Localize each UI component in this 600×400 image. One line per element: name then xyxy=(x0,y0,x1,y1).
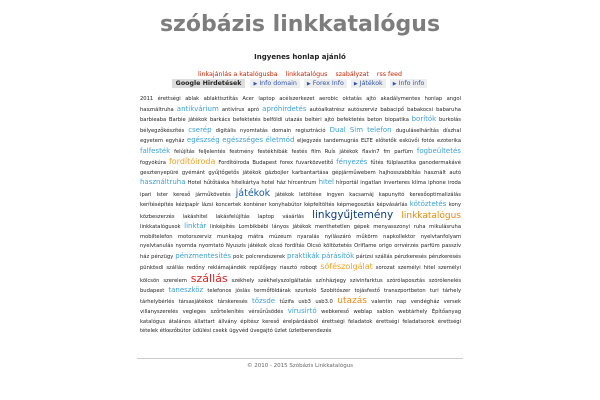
tag-cloud-link[interactable]: turi xyxy=(429,288,439,294)
tag-cloud-link[interactable]: Ruís xyxy=(324,148,336,155)
tag-cloud-link[interactable]: Szobitószer xyxy=(320,288,351,294)
nav-link-rules[interactable]: szabályzat xyxy=(335,71,369,78)
tag-cloud-link[interactable]: hűtőtáska xyxy=(203,180,230,186)
tag-cloud-link[interactable]: riasztó xyxy=(279,265,298,271)
tag-cloud-link[interactable]: hitel xyxy=(423,265,436,271)
tag-cloud-link[interactable]: feladatsorok xyxy=(402,318,435,325)
tag-cloud-link[interactable]: Barbie xyxy=(168,117,186,123)
tag-cloud-link[interactable]: nyomtatás xyxy=(240,127,268,134)
tag-cloud-link[interactable]: befektetés xyxy=(232,117,261,123)
tag-cloud-link[interactable]: nyomtató xyxy=(198,243,224,249)
ad-link-info-domain[interactable] xyxy=(250,79,299,88)
tag-cloud-link[interactable]: gesztenyepüré xyxy=(140,169,179,176)
tag-cloud-link[interactable]: hajhosszabbítás xyxy=(379,169,421,176)
tag-cloud-link[interactable]: angol xyxy=(446,96,461,102)
tag-cloud-link[interactable]: apró xyxy=(247,106,260,113)
tag-cloud-link[interactable]: keresőoptimalizálás xyxy=(409,191,461,198)
tag-cloud-link[interactable]: Nyuszis xyxy=(226,243,246,249)
tag-cloud-link[interactable]: 2011 xyxy=(140,96,154,102)
tag-cloud-link[interactable]: acélszerkezet xyxy=(279,96,315,102)
tag-cloud-link[interactable]: transzportbeton xyxy=(384,288,426,294)
tag-cloud-link[interactable]: Hotel xyxy=(187,180,202,186)
tag-cloud-link[interactable]: laptop xyxy=(257,213,275,220)
tag-cloud-link[interactable]: csekk xyxy=(212,328,228,334)
tag-cloud-link[interactable]: befektetés xyxy=(336,117,365,123)
tag-cloud-link[interactable]: ház xyxy=(276,180,286,186)
tag-cloud-link[interactable]: egyház xyxy=(165,138,185,144)
tag-cloud-link[interactable]: játékok xyxy=(235,187,271,199)
tag-cloud-link[interactable]: konyhabútor xyxy=(269,202,302,208)
tag-cloud-link[interactable]: mikulásruha xyxy=(429,224,462,230)
tag-cloud-link[interactable]: reklámajándék xyxy=(207,265,247,271)
ad-bar-label: Google Hirdetések xyxy=(172,79,246,88)
tag-cloud-link[interactable]: kölcsön xyxy=(140,277,160,284)
tag-cloud-link[interactable]: duguláselhárítás xyxy=(395,127,439,134)
tag-cloud-link[interactable]: párásítók xyxy=(321,251,355,260)
tag-cloud-link[interactable]: gépek xyxy=(353,224,370,230)
tag-cloud-link[interactable]: fordítás xyxy=(284,243,305,249)
tag-cloud-link[interactable]: Oriflame xyxy=(354,243,377,249)
play-arrow-icon: ▶ xyxy=(253,81,258,87)
tag-cloud-link[interactable]: valentin xyxy=(371,298,393,305)
tag-cloud-link[interactable]: játékok xyxy=(339,148,359,155)
tag-cloud-link[interactable]: nap xyxy=(396,298,407,305)
tag-cloud-link[interactable]: gépjárműwebem xyxy=(331,169,376,176)
tag-cloud-link[interactable]: üdülési xyxy=(192,328,212,334)
tag-cloud-link[interactable]: flavin7 xyxy=(362,148,380,155)
tag-cloud-link[interactable]: akadálymentes xyxy=(380,96,421,102)
tag-cloud-link[interactable]: nyelvtanfolyam xyxy=(420,233,462,240)
tag-cloud-link[interactable]: webkereső xyxy=(321,309,349,315)
tag-cloud-link[interactable]: tűzifa xyxy=(279,298,294,305)
tag-cloud-link[interactable]: Dual xyxy=(329,125,346,134)
tag-cloud-link[interactable]: bélyegzőkészítés xyxy=(140,127,185,134)
tag-cloud-link[interactable]: képmegosztás xyxy=(336,202,375,208)
tag-cloud-link[interactable]: webtárhely xyxy=(398,309,428,315)
tag-cloud-link[interactable]: szőrtelenítés xyxy=(210,309,244,315)
tag-cloud-link[interactable]: érettségi xyxy=(157,96,181,102)
ad-link-label: Forex Info xyxy=(312,80,344,87)
tag-cloud-link[interactable]: fényezés xyxy=(336,158,368,166)
tag-cloud-link[interactable]: tőzsde xyxy=(251,296,276,305)
tag-cloud-link[interactable]: hírcentrum xyxy=(287,180,317,186)
tag-cloud-link[interactable]: iroda xyxy=(447,180,461,186)
tag-cloud-link[interactable]: szállás xyxy=(375,253,393,260)
tag-cloud-link[interactable]: usb3 xyxy=(298,298,311,305)
tag-cloud-link[interactable]: konténer xyxy=(243,202,267,208)
tag-cloud-link[interactable]: beltéri xyxy=(304,117,322,123)
tag-cloud-link[interactable]: fm xyxy=(383,148,391,155)
tag-cloud-link[interactable]: esküvői xyxy=(399,138,419,144)
tag-cloud-link[interactable]: olcsó xyxy=(269,243,283,249)
tag-cloud-link[interactable]: játékok xyxy=(242,169,262,176)
tag-cloud-link[interactable]: vásárlás xyxy=(282,213,304,220)
tag-cloud-link[interactable]: utazás xyxy=(285,117,303,123)
tag-cloud-link[interactable]: ingyen xyxy=(326,191,345,198)
tag-cloud-link[interactable]: nyílászáró xyxy=(324,233,351,240)
tag-cloud-link[interactable]: telefonos xyxy=(207,288,232,294)
tag-cloud-link[interactable]: hotel xyxy=(261,180,275,186)
tag-cloud-link[interactable]: utazás xyxy=(337,295,367,306)
tag-cloud-link[interactable]: kereső xyxy=(262,318,280,325)
tag-cloud-link[interactable]: termőföldárak xyxy=(254,288,291,294)
tag-cloud-link[interactable]: Sim xyxy=(349,125,364,134)
ad-link-jatekok[interactable] xyxy=(351,79,386,88)
tag-cloud-link[interactable]: használtruha xyxy=(140,178,186,186)
tag-cloud-link[interactable]: érettségi xyxy=(437,318,462,325)
tag-cloud-link[interactable]: ablaktisztítás xyxy=(203,96,238,102)
tag-cloud-link[interactable]: borítók xyxy=(411,115,437,123)
tag-cloud-link[interactable]: menthetetlen xyxy=(314,224,351,230)
tag-cloud-link[interactable]: szállás xyxy=(190,271,228,285)
tag-cloud-link[interactable]: társasjátékok xyxy=(178,298,214,305)
tag-cloud-link[interactable]: állattart xyxy=(194,318,215,325)
tag-cloud-link[interactable]: festékhibák xyxy=(257,148,288,155)
tag-cloud-link[interactable]: tárhelybérlés xyxy=(140,298,175,305)
tag-cloud-link[interactable]: iphone xyxy=(428,180,446,186)
play-arrow-icon: ▶ xyxy=(306,81,311,87)
tag-cloud-link[interactable]: linkgyűjtemény xyxy=(312,208,394,221)
tag-cloud-link[interactable]: aerobic xyxy=(318,96,339,102)
tag-cloud-link[interactable]: menyasszonyi xyxy=(373,224,411,230)
tag-cloud-link[interactable]: műkörm xyxy=(356,233,378,240)
nav-link-rss[interactable]: rss feed xyxy=(376,71,402,78)
tag-cloud-link[interactable]: falfesték xyxy=(140,146,171,155)
footer-divider xyxy=(137,358,463,359)
tag-cloud-link[interactable]: üzlet xyxy=(274,328,288,334)
tag-cloud-link[interactable]: mátra xyxy=(248,233,264,240)
tag-cloud-link[interactable]: linkkatalógusok xyxy=(140,224,181,230)
tag-cloud-link[interactable]: székhelyszolgáltatás xyxy=(258,277,312,284)
tag-cloud-link[interactable]: film xyxy=(311,148,321,155)
tag-cloud-link[interactable]: gyűjtőgetős xyxy=(208,169,240,176)
tag-cloud-link[interactable]: autóalkatrész xyxy=(309,106,345,113)
tag-cloud-link[interactable]: Lombikbébi xyxy=(238,224,269,230)
tag-cloud-link[interactable]: usb3.0 xyxy=(315,298,333,305)
tag-cloud-link[interactable]: kerítésépítés xyxy=(140,202,174,208)
tag-cloud-link[interactable]: üzletberendezés xyxy=(288,328,332,334)
tag-cloud-link[interactable]: villanyszerelés xyxy=(140,309,179,315)
tag-cloud-link[interactable]: gázbojler xyxy=(264,169,289,176)
tag-cloud-link[interactable]: mobiltelefon xyxy=(140,233,173,240)
ad-link-label: Játékok xyxy=(359,80,383,87)
tag-cloud-link[interactable]: fűtés xyxy=(370,160,384,166)
tag-cloud-link[interactable]: fuvarközvetítő xyxy=(296,160,334,166)
tag-cloud-link[interactable]: pénzügy xyxy=(151,253,174,260)
tag-cloud-link[interactable]: taneszköz xyxy=(168,286,204,294)
tag-cloud-link[interactable]: pénzkeresés xyxy=(428,253,461,260)
tag-cloud-link[interactable]: versek xyxy=(443,298,461,305)
tag-cloud-link[interactable]: antivírus xyxy=(221,106,245,113)
tag-cloud-link[interactable]: egészséges xyxy=(222,136,263,144)
site-title: szóbázis linkkatalógus xyxy=(159,12,441,37)
tag-cloud-link[interactable]: sorozat xyxy=(375,265,395,271)
tag-cloud-link[interactable]: kony xyxy=(448,202,462,208)
tag-cloud-link[interactable]: barbieaba xyxy=(140,117,167,123)
tag-cloud-link[interactable]: kapunyitó xyxy=(378,191,405,198)
tag-cloud-link[interactable]: költöztetés xyxy=(323,243,352,249)
tag-cloud xyxy=(140,95,461,337)
tag-cloud-link[interactable]: vírusirtó xyxy=(287,307,317,315)
tag-cloud-link[interactable]: autó xyxy=(449,169,462,176)
tag-cloud-link[interactable]: weblap xyxy=(353,309,373,315)
tag-cloud-link[interactable]: vegleges xyxy=(182,309,206,315)
tag-cloud-link[interactable]: használt xyxy=(424,169,446,176)
tag-cloud-link[interactable]: orrvérzés xyxy=(394,243,419,249)
tag-cloud-link[interactable]: cserép xyxy=(188,125,212,134)
tag-cloud-link[interactable]: apróhirdetés xyxy=(262,104,307,113)
ad-link-label: Info info xyxy=(398,80,425,87)
tag-cloud-link[interactable]: ingatlan xyxy=(360,180,382,186)
tag-cloud-link[interactable]: regisztráció xyxy=(295,127,326,134)
tag-cloud-link[interactable]: karbantartása xyxy=(292,169,329,176)
tag-cloud-link[interactable]: Fordítóiroda xyxy=(218,160,250,166)
tag-cloud-link[interactable]: kereső xyxy=(173,191,191,198)
tag-cloud-link[interactable]: babacipő xyxy=(380,106,405,113)
tag-cloud-link[interactable]: klíma xyxy=(411,180,426,186)
tag-cloud-link[interactable]: sablon xyxy=(376,309,394,315)
tag-cloud-link[interactable]: vendégház xyxy=(410,298,440,305)
tag-cloud-link[interactable]: szállás xyxy=(166,265,184,271)
tag-cloud-link[interactable]: Budapest xyxy=(252,160,277,166)
tag-cloud-link[interactable]: inverteres xyxy=(383,180,410,186)
tag-cloud-link[interactable]: domain xyxy=(271,127,292,134)
tag-cloud-link[interactable]: szórólaposztás xyxy=(386,277,425,284)
tag-cloud-link[interactable]: linkkatalógus xyxy=(401,210,462,221)
tag-cloud-link[interactable]: beton xyxy=(367,117,383,123)
tag-cloud-link[interactable]: laptop xyxy=(258,96,275,102)
tag-cloud-link[interactable]: fogbeültetés xyxy=(416,146,461,155)
tag-cloud-link[interactable]: ablak xyxy=(185,96,200,102)
tag-cloud-link[interactable]: oktatás xyxy=(342,96,362,102)
tag-cloud-link[interactable]: társkeresés xyxy=(217,298,248,305)
tag-cloud-link[interactable]: praktikák xyxy=(287,251,320,260)
nav-link-submit[interactable]: linkajánlás a katalógusba xyxy=(197,71,278,78)
tag-cloud-link[interactable]: nyaralás xyxy=(297,233,320,240)
tag-cloud-link[interactable]: linktár xyxy=(184,222,207,230)
tag-cloud-link[interactable]: előtetők xyxy=(375,138,397,144)
tag-cloud-link[interactable]: honlap xyxy=(424,96,443,102)
tag-cloud-link[interactable]: tételek xyxy=(140,328,159,334)
tag-cloud-link[interactable]: játékok xyxy=(188,117,208,123)
tag-cloud-link[interactable]: biopatika xyxy=(384,117,409,123)
tag-cloud-link[interactable]: pénzmentesítés xyxy=(175,251,232,260)
tag-cloud-link[interactable]: forex xyxy=(279,160,294,166)
tag-cloud-link[interactable]: pünkösdi xyxy=(140,265,164,271)
tag-cloud-link[interactable]: személyi xyxy=(397,265,421,271)
tag-cloud-link[interactable]: kötöztetés xyxy=(409,200,447,208)
tag-cloud-link[interactable]: tojásfestő xyxy=(354,288,380,294)
tag-cloud-link[interactable]: díszhal xyxy=(442,127,461,134)
tag-cloud-link[interactable]: fordítóiroda xyxy=(168,157,216,166)
tag-cloud-link[interactable]: napkollektor xyxy=(383,233,416,240)
tag-cloud-link[interactable]: képfeltöltés xyxy=(304,202,335,208)
tag-cloud-link[interactable]: belföldi xyxy=(263,117,283,123)
tag-cloud-link[interactable]: szerelem xyxy=(163,277,187,284)
tag-cloud-link[interactable]: tandemugrás xyxy=(323,138,359,144)
tag-cloud-link[interactable]: ezoterika xyxy=(437,138,462,144)
tag-cloud-link[interactable]: barkács xyxy=(209,117,231,123)
tag-cloud-link[interactable]: nyomda xyxy=(175,243,197,249)
tag-cloud-link[interactable]: koncertek xyxy=(215,202,242,208)
tag-cloud-link[interactable]: Olcsó xyxy=(306,243,322,249)
tag-cloud-link[interactable]: vérsűrűsödés xyxy=(248,309,284,315)
tag-cloud-link[interactable]: eljegyzés xyxy=(296,138,322,144)
tag-cloud-link[interactable]: felújítás xyxy=(174,148,195,155)
tag-cloud-link[interactable]: lázsi xyxy=(201,202,214,208)
ad-link-forex-info[interactable] xyxy=(304,79,347,88)
tag-cloud-link[interactable]: közbeszerzés xyxy=(140,213,175,220)
tag-cloud-link[interactable]: építész xyxy=(240,318,259,325)
tag-cloud-link[interactable]: jóslás xyxy=(235,288,251,294)
tag-cloud-link[interactable]: polc xyxy=(232,253,244,260)
tag-cloud-link[interactable]: babakocsi xyxy=(407,106,434,113)
tag-cloud-link[interactable]: autószerviz xyxy=(347,106,378,113)
nav-link-catalog[interactable]: linkkatalógus xyxy=(285,71,328,78)
tag-cloud-link[interactable]: személyi xyxy=(438,265,461,271)
tag-cloud-link[interactable]: Acer xyxy=(242,96,255,102)
tag-cloud-link[interactable]: burkolás xyxy=(438,117,461,123)
tag-cloud-link[interactable]: játékok xyxy=(292,224,312,230)
footer-copyright: © 2010 - 2015 Szóbázis Linkkatalógus xyxy=(246,363,354,369)
tag-cloud-link[interactable]: lakáshitel xyxy=(182,213,208,220)
tag-cloud-link[interactable]: szurkoló xyxy=(294,288,317,294)
tag-cloud-link[interactable]: szivinfarktus xyxy=(349,277,383,284)
tag-cloud-link[interactable]: hitel xyxy=(318,178,334,186)
tag-cloud-link[interactable]: lakásfelújítás xyxy=(215,213,250,220)
tag-cloud-link[interactable]: múzeum xyxy=(269,233,292,240)
tag-cloud-link[interactable]: parfüm xyxy=(420,243,440,249)
tag-cloud-link[interactable]: lányos xyxy=(272,224,289,230)
tag-cloud-link[interactable]: digitális xyxy=(215,127,236,134)
tag-cloud-link[interactable]: egyetem xyxy=(140,138,164,144)
tag-cloud-link[interactable]: ipari xyxy=(140,191,152,198)
tag-cloud-link[interactable]: ügyvéd xyxy=(229,328,249,334)
tag-cloud-link[interactable]: étkezőbútor xyxy=(159,328,191,334)
tag-cloud-link[interactable]: Építőanyag xyxy=(431,309,462,315)
tag-cloud-link[interactable]: használtruha xyxy=(140,106,174,113)
tag-cloud-link[interactable]: festés xyxy=(291,148,308,155)
tag-cloud-link[interactable]: sófészolgálat xyxy=(320,262,373,271)
tag-cloud-link[interactable]: gyémánt xyxy=(181,169,205,176)
tag-cloud-link[interactable]: képvásárlás xyxy=(376,202,408,208)
site-subtitle: Ingyenes honlap ajánló xyxy=(254,53,346,61)
tag-cloud-link[interactable]: egészség xyxy=(186,136,220,144)
tag-cloud-link[interactable]: érelpárdásból xyxy=(282,318,319,325)
tag-cloud-link[interactable]: székhely xyxy=(231,277,255,284)
tag-cloud-link[interactable]: telefon xyxy=(367,125,392,134)
tag-cloud-link[interactable]: tárhely xyxy=(442,288,462,294)
tag-cloud-link[interactable]: feljelentés xyxy=(198,148,226,155)
tag-cloud-link[interactable]: motorszerviz xyxy=(177,233,212,240)
tag-cloud-link[interactable]: kacsamáj xyxy=(349,191,374,198)
tag-cloud-link[interactable]: passzív xyxy=(441,243,462,249)
tag-cloud-link[interactable]: szórólenelés xyxy=(428,277,462,284)
tag-cloud-link[interactable]: feladatok xyxy=(348,318,373,325)
tag-cloud-link[interactable]: érettségi xyxy=(321,318,345,325)
tag-cloud-link[interactable]: polcrendszerek xyxy=(245,253,286,260)
tag-cloud-link[interactable]: játékok xyxy=(275,191,295,198)
ad-link-label: Info domain xyxy=(259,80,297,87)
tag-cloud-link[interactable]: fülplasztika xyxy=(386,160,416,166)
tag-cloud-link[interactable]: ganodermakávé xyxy=(418,160,461,166)
tag-cloud-link[interactable]: letöltése xyxy=(299,191,322,198)
tag-cloud-link[interactable]: festmény xyxy=(229,148,254,155)
tag-cloud-link[interactable]: járműkövetés xyxy=(195,191,231,198)
tag-cloud-link[interactable]: redőny xyxy=(186,265,205,271)
tag-cloud-link[interactable]: origo xyxy=(378,243,392,249)
ad-link-info-info[interactable] xyxy=(390,79,428,88)
top-nav xyxy=(0,71,600,78)
tag-cloud-link[interactable]: katalógus xyxy=(140,318,166,325)
tag-cloud-link[interactable]: budapest xyxy=(140,288,165,294)
tag-cloud-link[interactable]: kézipapír xyxy=(175,202,200,208)
ad-bar xyxy=(0,79,600,88)
tag-cloud-link[interactable]: linképítés xyxy=(210,224,235,230)
tag-cloud-link[interactable]: pénzkeresés xyxy=(394,253,427,260)
tag-cloud-link[interactable]: életmód xyxy=(265,136,295,144)
tag-cloud-link[interactable]: munkajog xyxy=(216,233,243,240)
tag-cloud-link[interactable]: Ister xyxy=(156,191,169,198)
tag-cloud-link[interactable]: érettségi xyxy=(375,318,399,325)
tag-cloud-link[interactable]: repülőjegy xyxy=(249,265,277,271)
tag-cloud-link[interactable]: állvány xyxy=(218,318,237,325)
tag-cloud-link[interactable]: parfüm xyxy=(394,148,413,155)
tag-cloud-link[interactable]: hírportál xyxy=(336,180,359,186)
tag-cloud-link[interactable]: ajtó xyxy=(324,117,335,123)
tag-cloud-link[interactable]: játékok xyxy=(248,243,267,249)
tag-cloud-link[interactable]: hitelkártya xyxy=(231,180,260,186)
tag-cloud-link[interactable]: roboqt xyxy=(300,265,318,271)
tag-cloud-link[interactable]: ajtó xyxy=(366,96,377,102)
play-arrow-icon: ▶ xyxy=(353,81,358,87)
tag-cloud-link[interactable]: fogyókúra xyxy=(140,160,166,166)
tag-cloud-link[interactable]: antikvárium xyxy=(176,104,219,113)
tag-cloud-link[interactable]: ruha xyxy=(413,224,426,230)
tag-cloud-link[interactable]: ELTE xyxy=(360,138,373,144)
tag-cloud-link[interactable]: párizsi xyxy=(356,253,374,260)
tag-cloud-link[interactable]: nyelvtanulás xyxy=(140,243,174,249)
tag-cloud-link[interactable]: átalános xyxy=(168,318,191,325)
tag-cloud-link[interactable]: üvegajtó xyxy=(250,328,273,334)
tag-cloud-link[interactable]: babaruha xyxy=(436,106,461,113)
tag-cloud-link[interactable]: színházjegy xyxy=(315,277,347,284)
tag-cloud-link[interactable]: ház xyxy=(140,253,150,260)
tag-cloud-link[interactable]: fotós xyxy=(421,138,435,144)
play-arrow-icon: ▶ xyxy=(392,81,397,87)
